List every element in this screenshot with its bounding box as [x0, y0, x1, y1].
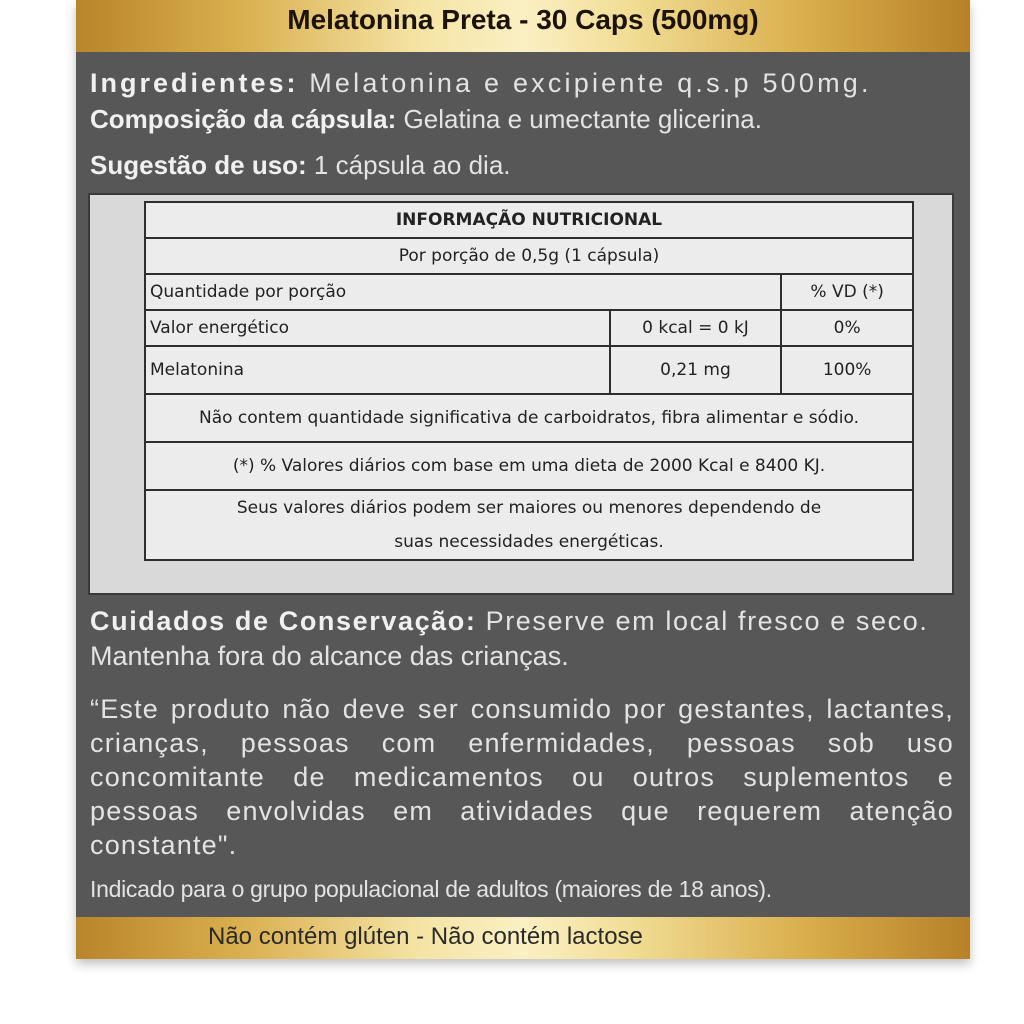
nutrition-title: INFORMAÇÃO NUTRICIONAL	[145, 202, 913, 238]
nutrition-table	[144, 201, 914, 561]
usage-line	[90, 150, 511, 181]
nutrient-vd: 100%	[781, 346, 913, 394]
ingredients-line	[90, 68, 872, 99]
capsule-label: Composição da cápsula:	[90, 104, 397, 134]
note-daily-values-vary-2: suas necessidades energéticas.	[145, 525, 913, 560]
indication-text: Indicado para o grupo populacional de adultos (maiores de 18 anos).	[90, 876, 772, 902]
table-row	[145, 346, 913, 394]
ingredients-text: Melatonina e excipiente q.s.p 500mg.	[298, 68, 872, 98]
ingredients-label: Ingredientes:	[90, 68, 299, 98]
usage-label: Sugestão de uso:	[90, 150, 307, 180]
table-row	[145, 310, 913, 346]
note-daily-values: (*) % Valores diários com base em uma dieta de 2000 Kcal e 8400 KJ.	[145, 442, 913, 490]
note-daily-values-vary: Seus valores diários podem ser maiores ou menores dependendo de	[145, 490, 913, 525]
conservation-text: Preserve em local fresco e seco.	[476, 606, 929, 636]
conservation-line	[90, 606, 928, 637]
warning-text: “Este produto não deve ser consumido por gestantes, lactantes, crianças, pessoas com enfermidades, pessoas sob uso concomitante de medicamentos ou outros suplementos e pessoas envolvidas em atividades que requerem atenção constante".	[90, 694, 954, 860]
capsule-line	[90, 104, 762, 135]
nutrient-name: Melatonina	[145, 346, 610, 394]
allergen-footer: Não contém glúten - Não contém lactose	[208, 923, 643, 950]
product-title: Melatonina Preta - 30 Caps (500mg)	[287, 4, 759, 35]
vd-header: % VD (*)	[781, 274, 913, 310]
portion-size: Por porção de 0,5g (1 cápsula)	[145, 238, 913, 274]
supplement-label	[76, 0, 970, 958]
note-not-significant: Não contem quantidade significativa de carboidratos, fibra alimentar e sódio.	[145, 394, 913, 442]
nutrient-vd: 0%	[781, 310, 913, 346]
usage-text: 1 cápsula ao dia.	[306, 150, 511, 180]
conservation-line-2: Mantenha fora do alcance das crianças.	[90, 641, 569, 671]
nutrient-name: Valor energético	[145, 310, 610, 346]
nutrient-amount: 0 kcal = 0 kJ	[610, 310, 782, 346]
nutrient-amount: 0,21 mg	[610, 346, 782, 394]
conservation-label: Cuidados de Conservação:	[90, 606, 477, 636]
capsule-text: Gelatina e umectante glicerina.	[396, 104, 762, 134]
quantity-header: Quantidade por porção	[145, 274, 781, 310]
nutrition-panel	[88, 193, 954, 595]
